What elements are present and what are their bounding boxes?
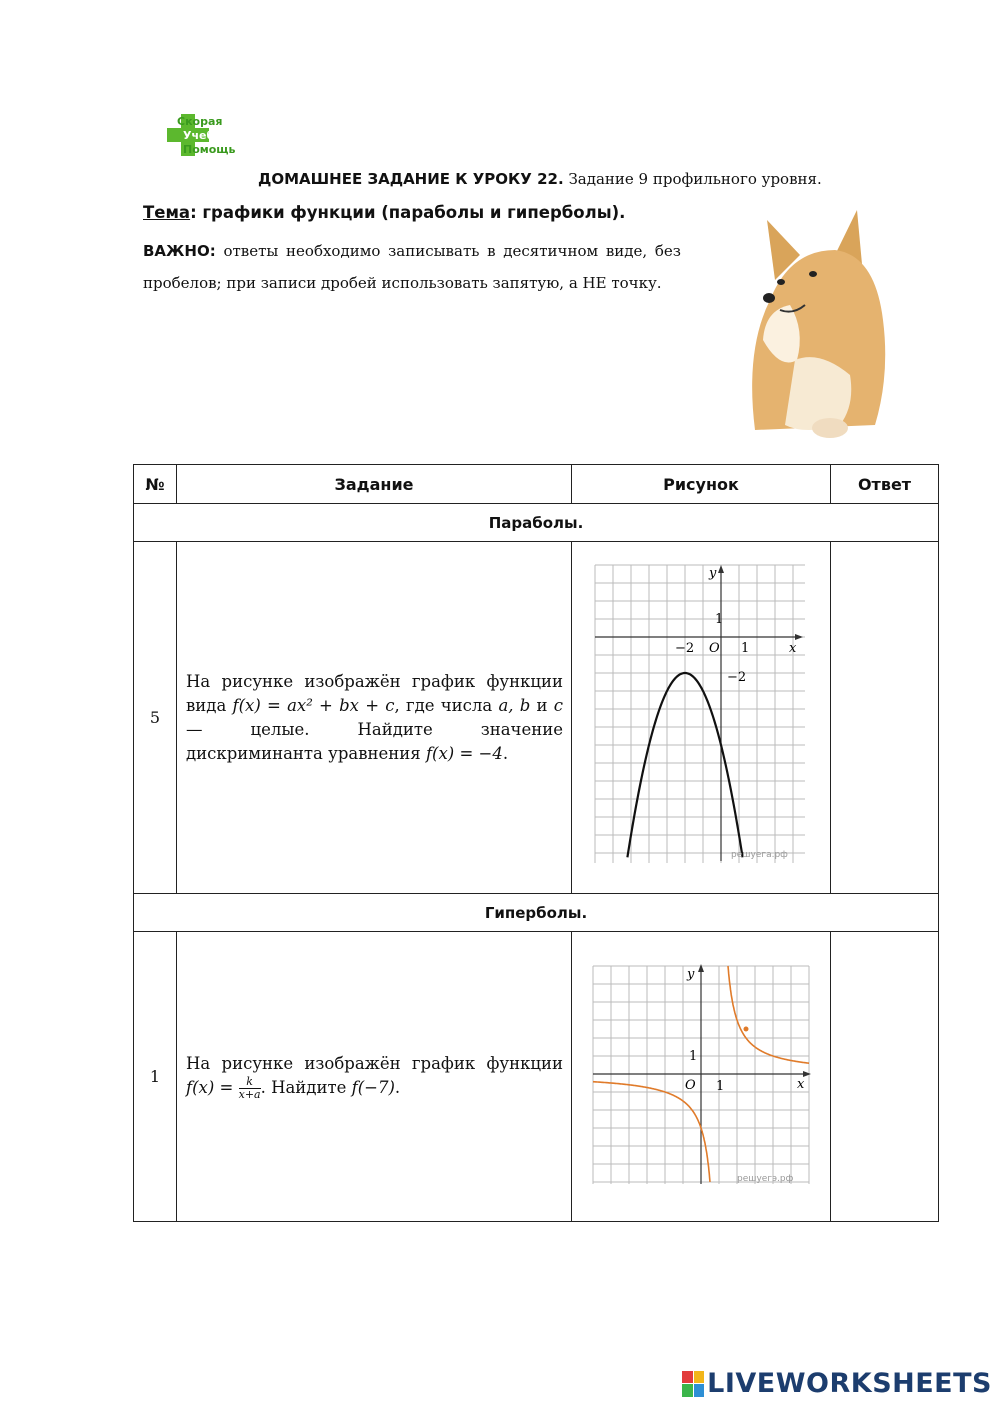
task-number: 1: [134, 932, 177, 1222]
figure-watermark: решуегэ.рф: [737, 1173, 794, 1184]
important-label: ВАЖНО:: [143, 242, 216, 260]
origin-label: O: [685, 1077, 696, 1093]
hyperbola-point: [744, 1026, 749, 1031]
figure-cell-parabola: [572, 542, 831, 894]
table-row: [134, 542, 939, 894]
tick-x-1: 1: [716, 1078, 725, 1094]
x-label: x: [789, 640, 797, 656]
section-row-parabolas: [134, 504, 939, 542]
doge-image: [745, 200, 895, 445]
logo-line3: Помощь: [183, 143, 236, 156]
liveworksheets-brand: [682, 1368, 992, 1399]
col-header-answer: Ответ: [831, 465, 939, 504]
y-label: y: [709, 565, 717, 581]
brand-text: LIVEWORKSHEETS: [707, 1368, 992, 1399]
section-title-parabolas: Параболы.: [134, 504, 939, 542]
tick-y-1: 1: [715, 611, 724, 627]
header-title-rest: Задание 9 профильного уровня.: [568, 170, 822, 188]
col-header-task: Задание: [177, 465, 572, 504]
col-header-figure: Рисунок: [572, 465, 831, 504]
logo-line1: Скорая: [177, 115, 223, 128]
parabola-graph: [591, 561, 811, 871]
origin-label: O: [709, 640, 720, 656]
x-label: x: [797, 1076, 805, 1092]
tick-y-1: 1: [689, 1048, 698, 1064]
topic: [143, 203, 625, 222]
table-row: [134, 932, 939, 1222]
col-header-number: №: [134, 465, 177, 504]
header-title-bold: ДОМАШНЕЕ ЗАДАНИЕ К УРОКУ 22.: [258, 170, 564, 188]
liveworksheets-icon: [682, 1371, 704, 1397]
topic-text: : графики функции (параболы и гиперболы).: [190, 203, 626, 222]
hyperbola-graph: [589, 962, 813, 1188]
answer-cell-1[interactable]: [831, 932, 939, 1222]
hyperbola-right-branch: [728, 966, 809, 1063]
logo: [163, 112, 245, 158]
y-label: y: [687, 966, 695, 982]
section-title-hyperbolas: Гиперболы.: [134, 894, 939, 932]
tick-y-neg2: −2: [727, 669, 747, 685]
tick-x-1: 1: [741, 640, 750, 656]
figure-watermark: решуега.рф: [731, 849, 788, 860]
fraction: $\frac{k}{x+a}$: [238, 1075, 261, 1101]
important-note: [143, 235, 681, 299]
tasks-table: [133, 464, 939, 1222]
task-text-parabola: На рисунке изображён график функции вида f(x) = ax² + bx + c, где числа a, b и c — целые. Найдите значение дискриминанта уравнения f(x) = −4.: [177, 542, 572, 894]
important-text: ответы необходимо записывать в десятичном виде, без пробелов; при записи дробей использовать запятую, а НЕ точку.: [143, 242, 681, 292]
section-row-hyperbolas: [134, 894, 939, 932]
task-number: 5: [134, 542, 177, 894]
tick-x-neg2: −2: [675, 640, 695, 656]
page-header: [258, 170, 822, 188]
figure-cell-hyperbola: [572, 932, 831, 1222]
task-text-hyperbola: На рисунке изображён график функции f(x) = $\frac{k}{x+a}$ . Найдите f(−7).: [177, 932, 572, 1222]
table-header-row: [134, 465, 939, 504]
topic-label: Тема: [143, 203, 191, 222]
answer-cell-5[interactable]: [831, 542, 939, 894]
logo-line2: Учебная: [183, 129, 237, 142]
